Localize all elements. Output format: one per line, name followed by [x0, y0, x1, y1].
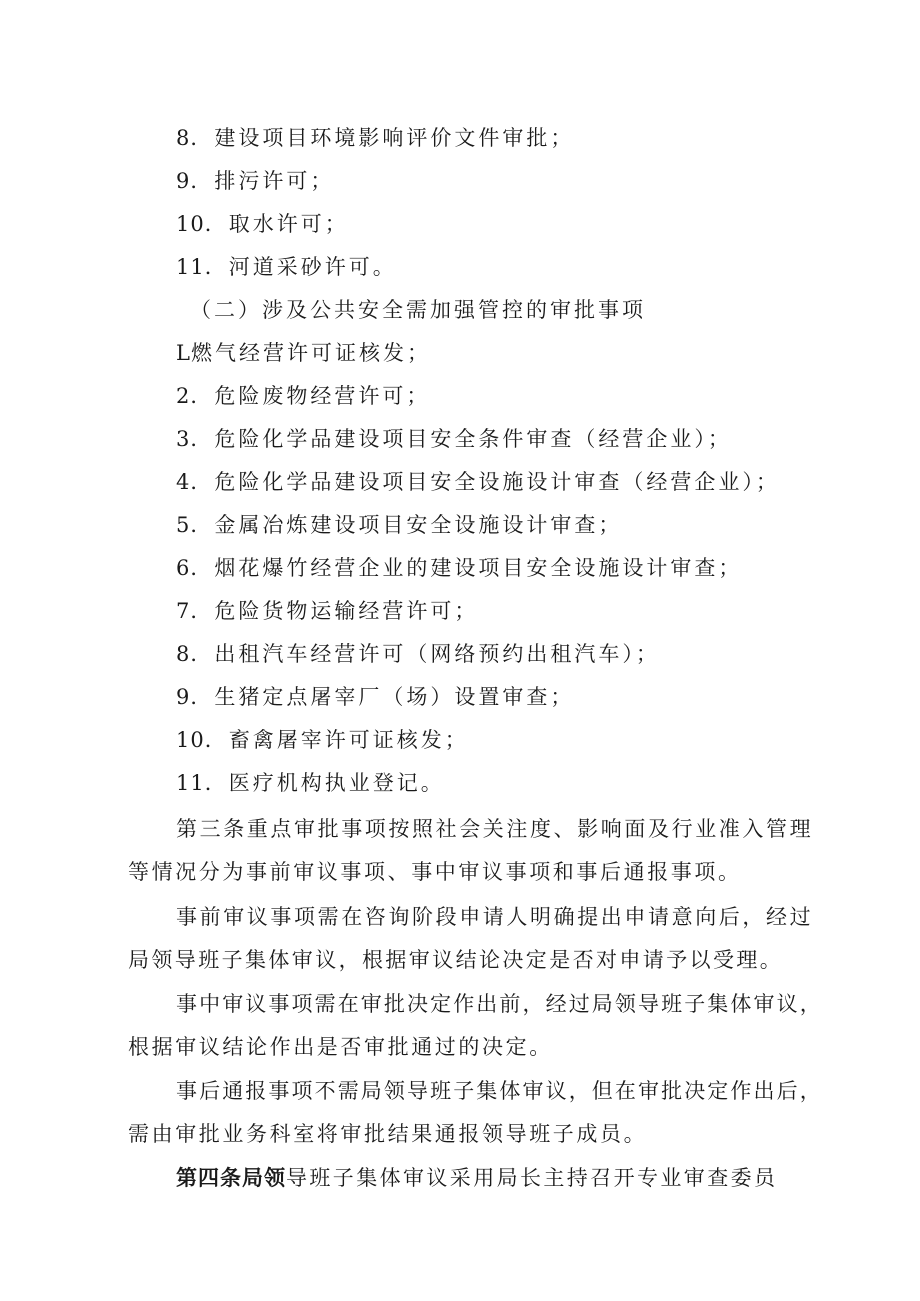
item-text: ．危险化学品建设项目安全设施设计审查（经营企业）； [190, 470, 780, 494]
item-text: 燃气经营许可证核发； [190, 341, 431, 365]
list-item [176, 468, 780, 496]
item-number: 7 [176, 599, 191, 623]
article-4-text: 导班子集体审议采用局长主持召开专业审查委员 [286, 1166, 778, 1190]
list-item [176, 253, 397, 281]
item-number: 11 [176, 255, 205, 279]
list-item [176, 382, 430, 410]
list-item [176, 769, 445, 797]
item-number: 11 [176, 771, 205, 795]
item-number: 6 [176, 556, 191, 580]
prior-review-line-2: 局领导班子集体审议，根据审议结论决定是否对申请予以受理。 [128, 948, 784, 972]
list-item [176, 339, 431, 367]
item-text: ．出租汽车经营许可（网络预约出租汽车）； [190, 642, 660, 666]
item-text: ．危险化学品建设项目安全条件审查（经营企业）； [190, 427, 732, 451]
item-number: 3 [176, 427, 191, 451]
item-text: ．畜禽屠宰许可证核发； [204, 728, 469, 752]
article-4-lead: 第四条局领 [176, 1166, 286, 1190]
section-heading: （二）涉及公共安全需加强管控的审批事项 [190, 298, 646, 322]
list-item [176, 124, 574, 152]
after-notify-line-1: 事后通报事项不需局领导班子集体审议，但在审批决定作出后， [176, 1079, 823, 1103]
item-number: 4 [176, 470, 191, 494]
list-item [176, 425, 732, 453]
item-text: ．烟花爆竹经营企业的建设项目安全设施设计审查； [190, 556, 743, 580]
item-text: ．建设项目环境影响评价文件审批； [190, 126, 575, 150]
article-4-line [176, 1164, 777, 1192]
item-text: ．医疗机构执业登记。 [204, 771, 445, 795]
list-item [176, 167, 334, 195]
list-item [176, 554, 742, 582]
item-number: 10 [176, 728, 205, 752]
item-text: ．金属冶炼建设项目安全设施设计审查； [190, 513, 623, 537]
item-text: ．排污许可； [190, 169, 335, 193]
item-number: 9 [176, 685, 191, 709]
article-3-line-2: 等情况分为事前审议事项、事中审议事项和事后通报事项。 [128, 860, 742, 884]
during-review-line-1: 事中审议事项需在审批决定作出前，经过局领导班子集体审议， [176, 992, 823, 1016]
list-item [176, 597, 478, 625]
item-number: 8 [176, 642, 191, 666]
item-number: 8 [176, 126, 191, 150]
article-3-line-1: 第三条重点审批事项按照社会关注度、影响面及行业准入管理 [176, 817, 814, 841]
item-number: 10 [176, 212, 205, 236]
list-item [176, 726, 469, 754]
item-text: ．危险废物经营许可； [190, 384, 431, 408]
item-number: L [176, 341, 191, 365]
item-text: ．河道采砂许可。 [204, 255, 397, 279]
prior-review-line-1: 事前审议事项需在咨询阶段申请人明确提出申请意向后，经过 [176, 905, 814, 929]
item-number: 9 [176, 169, 191, 193]
item-text: ．危险货物运输经营许可； [190, 599, 479, 623]
item-text: ．取水许可； [204, 212, 349, 236]
list-item [176, 683, 574, 711]
after-notify-line-2: 需由审批业务科室将审批结果通报领导班子成员。 [128, 1122, 648, 1146]
during-review-line-2: 根据审议结论作出是否审批通过的决定。 [128, 1035, 553, 1059]
item-text: ．生猪定点屠宰厂（场）设置审查； [190, 685, 575, 709]
item-number: 5 [176, 513, 191, 537]
list-item [176, 511, 622, 539]
list-item [176, 210, 349, 238]
item-number: 2 [176, 384, 191, 408]
list-item [176, 640, 660, 668]
